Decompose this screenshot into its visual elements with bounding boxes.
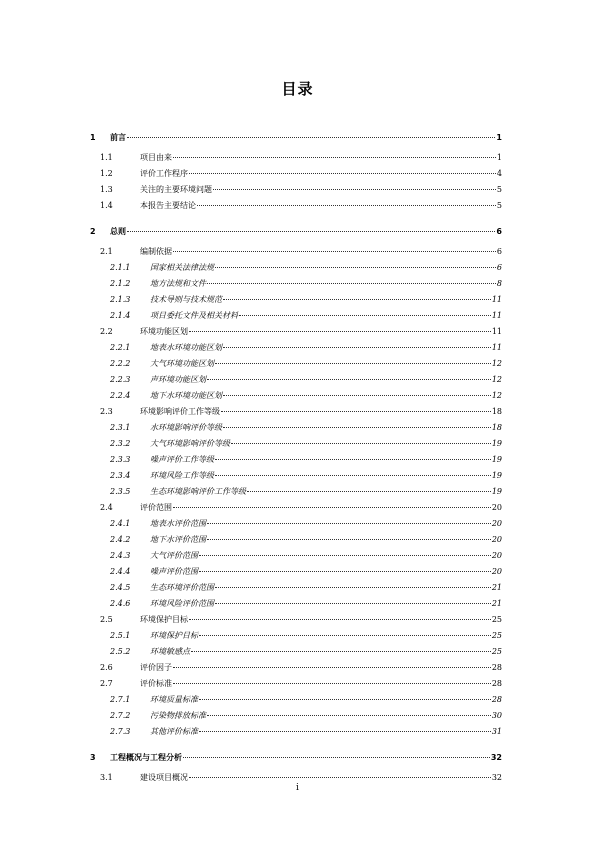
toc-entry-number: 2.7.2 — [110, 711, 131, 720]
toc-entry-title: 地下水环境功能区划 — [150, 391, 222, 400]
toc-leader-dots — [213, 188, 496, 190]
toc-entry[interactable] — [90, 276, 502, 292]
toc-entry-number: 2.4.4 — [110, 567, 131, 576]
toc-entry-page: 20 — [491, 535, 502, 544]
toc-entry-number: 2.2.4 — [110, 391, 131, 400]
toc-entry-page: 20 — [491, 567, 502, 576]
toc-entry-title: 大气环境功能区划 — [150, 359, 214, 368]
toc-entry-number: 2.3.1 — [110, 423, 131, 432]
toc-entry-page: 6 — [496, 263, 502, 272]
toc-leader-dots — [189, 618, 491, 620]
toc-leader-dots — [223, 426, 491, 428]
toc-entry-title: 总则 — [110, 227, 126, 236]
toc-entry-number: 2.1 — [100, 247, 113, 256]
toc-leader-dots — [221, 410, 491, 412]
toc-entry-title: 项目由来 — [140, 153, 172, 162]
toc-entry-number: 2.4.3 — [110, 551, 131, 560]
toc-entry-page: 18 — [491, 407, 502, 416]
toc-entry[interactable] — [90, 676, 502, 692]
toc-leader-dots — [215, 586, 491, 588]
toc-entry-number: 2.4.6 — [110, 599, 131, 608]
toc-entry[interactable] — [90, 260, 502, 276]
toc-leader-dots — [199, 634, 491, 636]
toc-leader-dots — [215, 602, 491, 604]
toc-entry-number: 2.1.3 — [110, 295, 131, 304]
toc-leader-dots — [191, 650, 491, 652]
toc-entry[interactable] — [90, 372, 502, 388]
toc-entry-number: 2.2 — [100, 327, 113, 336]
toc-leader-dots — [197, 204, 496, 206]
toc-entry[interactable] — [90, 564, 502, 580]
toc-leader-dots — [207, 522, 491, 524]
toc-entry-page: 28 — [491, 663, 502, 672]
toc-entry[interactable] — [90, 580, 502, 596]
toc-entry-title: 环境功能区划 — [140, 327, 188, 336]
toc-entry-title: 技术导则与技术规范 — [150, 295, 222, 304]
toc-entry-page: 19 — [491, 487, 502, 496]
toc-entry-number: 2.2.3 — [110, 375, 131, 384]
toc-entry-number: 2.5 — [100, 615, 113, 624]
toc-entry[interactable] — [90, 452, 502, 468]
toc-leader-dots — [231, 442, 491, 444]
toc-leader-dots — [215, 266, 496, 268]
toc-leader-dots — [183, 756, 490, 758]
toc-entry-number: 2.1.4 — [110, 311, 131, 320]
toc-leader-dots — [189, 172, 496, 174]
toc-entry-page: 28 — [491, 679, 502, 688]
toc-entry[interactable] — [90, 750, 502, 766]
toc-entry-title: 地方法规和文件 — [150, 279, 206, 288]
toc-entry[interactable] — [90, 324, 502, 340]
toc-leader-dots — [199, 730, 491, 732]
toc-entry-number: 2.3.4 — [110, 471, 131, 480]
toc-entry-title: 其他评价标准 — [150, 727, 198, 736]
toc-entry[interactable] — [90, 724, 502, 740]
toc-entry-page: 8 — [496, 279, 502, 288]
toc-entry-title: 环境影响评价工作等级 — [140, 407, 220, 416]
toc-entry-number: 2.7.1 — [110, 695, 131, 704]
toc-entry-page: 6 — [496, 247, 502, 256]
toc-entry-title: 水环境影响评价等级 — [150, 423, 222, 432]
toc-entry[interactable] — [90, 436, 502, 452]
toc-entry[interactable] — [90, 224, 502, 240]
toc-entry-number: 2.5.2 — [110, 647, 131, 656]
toc-leader-dots — [173, 250, 496, 252]
toc-entry-number: 2.7.3 — [110, 727, 131, 736]
toc-entry[interactable] — [90, 308, 502, 324]
toc-entry-number: 3 — [90, 753, 96, 762]
toc-entry-title: 编制依据 — [140, 247, 172, 256]
toc-entry-title: 环境质量标准 — [150, 695, 198, 704]
toc-entry[interactable] — [90, 150, 502, 166]
toc-entry-number: 2.3.3 — [110, 455, 131, 464]
toc-entry-title: 地表水环境功能区划 — [150, 343, 222, 352]
toc-entry[interactable] — [90, 404, 502, 420]
toc-entry-number: 2.3.2 — [110, 439, 131, 448]
toc-entry[interactable] — [90, 628, 502, 644]
toc-entry-title: 生态环境影响评价工作等级 — [150, 487, 246, 496]
toc-entry[interactable] — [90, 596, 502, 612]
toc-entry-title: 大气评价范围 — [150, 551, 198, 560]
toc-entry-number: 2.3 — [100, 407, 113, 416]
toc-leader-dots — [223, 346, 491, 348]
toc-entry-number: 2.4.2 — [110, 535, 131, 544]
toc-entry-number: 2.6 — [100, 663, 113, 672]
toc-entry-page: 11 — [491, 295, 502, 304]
toc-entry-title: 环境保护目标 — [150, 631, 198, 640]
toc-entry[interactable] — [90, 244, 502, 260]
toc-entry-title: 国家相关法律法规 — [150, 263, 214, 272]
toc-entry-title: 大气环境影响评价等级 — [150, 439, 230, 448]
toc-entry-page: 4 — [496, 169, 502, 178]
toc-entry-number: 1.1 — [100, 153, 113, 162]
toc-entry-title: 环境风险工作等级 — [150, 471, 214, 480]
toc-entry-title: 本报告主要结论 — [140, 201, 196, 210]
toc-entry-title: 关注的主要环境问题 — [140, 185, 212, 194]
toc-entry-page: 20 — [491, 503, 502, 512]
toc-entry-page: 28 — [491, 695, 502, 704]
toc-entry[interactable] — [90, 708, 502, 724]
toc-entry-page: 11 — [491, 311, 502, 320]
toc-leader-dots — [223, 298, 491, 300]
toc-leader-dots — [127, 230, 495, 232]
toc-entry-title: 噪声评价工作等级 — [150, 455, 214, 464]
toc-entry[interactable] — [90, 644, 502, 660]
toc-leader-dots — [215, 474, 491, 476]
toc-entry-title: 评价标准 — [140, 679, 172, 688]
toc-entry-page: 19 — [491, 471, 502, 480]
toc-leader-dots — [199, 698, 491, 700]
toc-leader-dots — [247, 490, 491, 492]
toc-entry-number: 3.1 — [100, 773, 113, 782]
toc-entry-page: 31 — [491, 727, 502, 736]
toc-entry-number: 1.4 — [100, 201, 113, 210]
toc-entry-page: 12 — [491, 359, 502, 368]
toc-leader-dots — [189, 330, 491, 332]
toc-entry-number: 2.2.1 — [110, 343, 131, 352]
table-of-contents — [90, 130, 502, 786]
toc-entry[interactable] — [90, 340, 502, 356]
toc-entry-page: 11 — [491, 327, 502, 336]
toc-entry[interactable] — [90, 182, 502, 198]
toc-entry-page: 21 — [491, 583, 502, 592]
toc-entry-title: 工程概况与工程分析 — [110, 753, 182, 762]
toc-entry-page: 30 — [491, 711, 502, 720]
toc-entry-page: 21 — [491, 599, 502, 608]
toc-entry[interactable] — [90, 612, 502, 628]
toc-leader-dots — [207, 378, 491, 380]
toc-entry-title: 环境风险评价范围 — [150, 599, 214, 608]
toc-entry[interactable] — [90, 484, 502, 500]
toc-entry-title: 地表水评价范围 — [150, 519, 206, 528]
toc-entry[interactable] — [90, 198, 502, 214]
page-title: 目录 — [281, 80, 314, 98]
toc-entry[interactable] — [90, 500, 502, 516]
toc-entry-page: 5 — [496, 185, 502, 194]
toc-entry-title: 评价因子 — [140, 663, 172, 672]
toc-leader-dots — [207, 714, 491, 716]
toc-entry-title: 污染物排放标准 — [150, 711, 206, 720]
toc-entry-number: 2.4 — [100, 503, 113, 512]
toc-entry-number: 1.2 — [100, 169, 113, 178]
toc-entry-number: 2.3.5 — [110, 487, 131, 496]
toc-entry-title: 声环境功能区划 — [150, 375, 206, 384]
toc-leader-dots — [173, 682, 491, 684]
toc-leader-dots — [239, 314, 491, 316]
toc-entry-number: 2.5.1 — [110, 631, 131, 640]
toc-entry[interactable] — [90, 660, 502, 676]
toc-entry[interactable] — [90, 356, 502, 372]
toc-entry-title: 噪声评价范围 — [150, 567, 198, 576]
toc-entry-page: 19 — [491, 439, 502, 448]
toc-leader-dots — [173, 506, 491, 508]
toc-leader-dots — [189, 776, 491, 778]
toc-entry-title: 前言 — [110, 133, 126, 142]
toc-entry-number: 1.3 — [100, 185, 113, 194]
toc-entry[interactable] — [90, 692, 502, 708]
toc-entry-page: 32 — [490, 753, 502, 762]
toc-leader-dots — [215, 458, 491, 460]
toc-entry-title: 生态环境评价范围 — [150, 583, 214, 592]
toc-entry-title: 环境敏感点 — [150, 647, 190, 656]
toc-entry[interactable] — [90, 468, 502, 484]
toc-leader-dots — [173, 666, 491, 668]
toc-entry-page: 25 — [491, 615, 502, 624]
toc-leader-dots — [199, 570, 491, 572]
toc-entry-page: 12 — [491, 375, 502, 384]
toc-entry-page: 11 — [491, 343, 502, 352]
toc-entry[interactable] — [90, 292, 502, 308]
toc-entry-number: 2.2.2 — [110, 359, 131, 368]
toc-entry[interactable] — [90, 166, 502, 182]
toc-entry-title: 建设项目概况 — [140, 773, 188, 782]
page-number: i — [296, 783, 299, 793]
toc-entry-page: 25 — [491, 631, 502, 640]
toc-entry-page: 6 — [496, 227, 502, 236]
toc-entry-page: 25 — [491, 647, 502, 656]
toc-entry-number: 2.1.2 — [110, 279, 131, 288]
toc-entry-page: 1 — [496, 153, 502, 162]
toc-entry[interactable] — [90, 548, 502, 564]
toc-entry[interactable] — [90, 532, 502, 548]
toc-entry-page: 5 — [496, 201, 502, 210]
toc-entry-number: 2.4.5 — [110, 583, 131, 592]
toc-entry-number: 2.7 — [100, 679, 113, 688]
toc-entry-number: 2 — [90, 227, 96, 236]
toc-entry-page: 19 — [491, 455, 502, 464]
toc-entry-page: 1 — [496, 133, 502, 142]
toc-leader-dots — [223, 394, 491, 396]
toc-entry[interactable] — [90, 130, 502, 146]
toc-entry-number: 2.4.1 — [110, 519, 131, 528]
toc-entry[interactable] — [90, 516, 502, 532]
toc-entry-title: 项目委托文件及相关材料 — [150, 311, 238, 320]
toc-entry-title: 评价工作程序 — [140, 169, 188, 178]
toc-entry-title: 评价范围 — [140, 503, 172, 512]
toc-leader-dots — [199, 554, 491, 556]
toc-entry[interactable] — [90, 420, 502, 436]
toc-entry-title: 环境保护目标 — [140, 615, 188, 624]
toc-entry-page: 20 — [491, 551, 502, 560]
toc-leader-dots — [173, 156, 496, 158]
toc-entry-page: 18 — [491, 423, 502, 432]
toc-entry-page: 32 — [491, 773, 502, 782]
toc-entry-number: 2.1.1 — [110, 263, 131, 272]
toc-entry-page: 12 — [491, 391, 502, 400]
toc-entry-title: 地下水评价范围 — [150, 535, 206, 544]
toc-leader-dots — [207, 538, 491, 540]
toc-entry-page: 20 — [491, 519, 502, 528]
toc-leader-dots — [127, 136, 495, 138]
toc-entry[interactable] — [90, 388, 502, 404]
toc-leader-dots — [215, 362, 491, 364]
toc-leader-dots — [207, 282, 496, 284]
toc-entry-number: 1 — [90, 133, 96, 142]
